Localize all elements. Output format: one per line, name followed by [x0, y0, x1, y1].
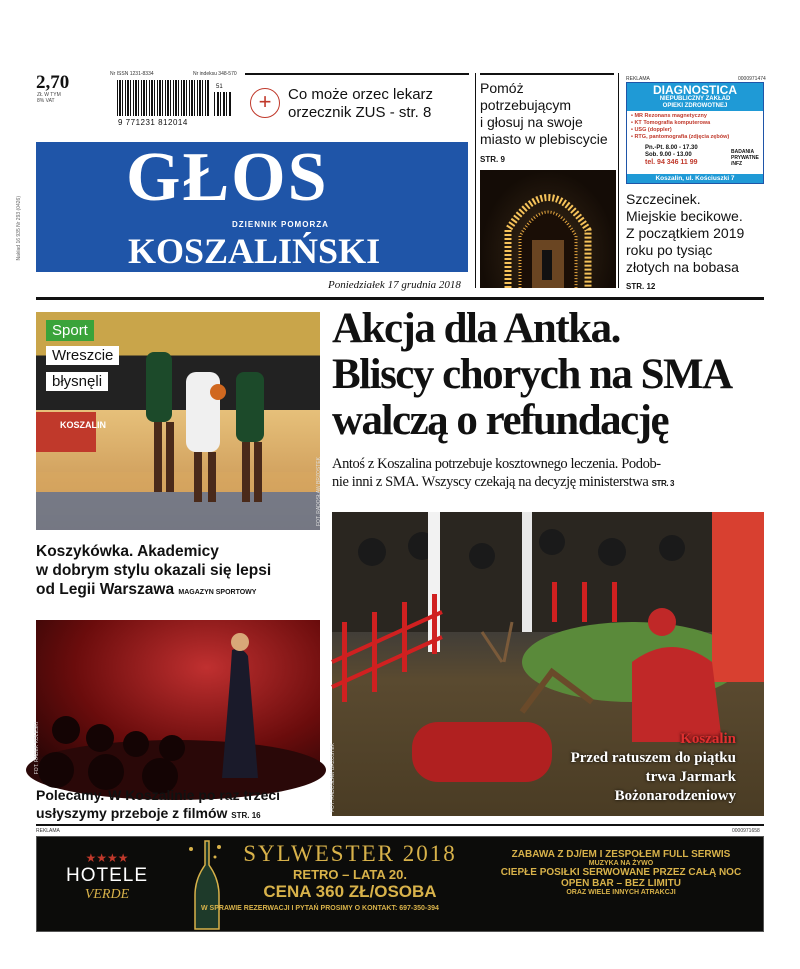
concert-scene	[36, 620, 320, 778]
logo-koszalinski: KOSZALIŃSKI	[128, 231, 381, 271]
contact-line: W SPRAWIE REZERWACJI I PYTAŃ PROSIMY O KONTAKT: 697-350-394	[201, 905, 439, 912]
plebiscite-line: Pomóż	[480, 80, 524, 96]
market-caption-line: trwa Jarmark	[645, 769, 736, 785]
ad-center	[225, 841, 475, 902]
logo-subtitle: DZIENNIK POMORZA	[232, 220, 329, 229]
main-lead-line	[332, 473, 772, 493]
magazine-ref: MAGAZYN SPORTOWY	[178, 589, 257, 596]
sport-tag[interactable]: Sport	[46, 320, 94, 341]
ad-feature: CIEPŁE POSIŁKI SERWOWANE PRZEZ CAŁĄ NOC	[500, 867, 742, 878]
concert-headline-line: Polecamy. W Koszalinie po raz trzeci	[36, 787, 281, 803]
concert-headline[interactable]	[36, 786, 326, 825]
diagnostica-address: Koszalin, ul. Kościuszki 7	[627, 174, 763, 183]
main-lead-text: nie inni z SMA. Wszyscy czekają na decyzję ministerstwa	[332, 474, 649, 490]
str-ref: STR. 16	[231, 811, 261, 820]
phone-number: tel. 94 346 11 99	[645, 159, 698, 166]
logo-glos: GŁOS	[126, 139, 329, 216]
ad-feature: ZABAWA Z DJ/EM I ZESPOŁEM FULL SERWIS	[511, 849, 731, 860]
column-rule	[475, 73, 476, 288]
opening-hours	[645, 145, 698, 166]
zus-teaser[interactable]	[288, 86, 433, 122]
hotel-name: HOTELE	[65, 865, 149, 886]
bottom-divider	[36, 824, 764, 826]
market-caption	[571, 730, 736, 806]
price-note: ZŁ W TYM 8% VAT	[37, 92, 61, 104]
becikowe-line: roku po tysiąc	[626, 242, 713, 258]
lights-tunnel-photo[interactable]	[480, 170, 616, 288]
circulation-note: Nakład 16 935 Nr 293 (0426)	[16, 196, 22, 261]
basketball-photo[interactable]	[36, 312, 320, 530]
sport-headline[interactable]	[36, 542, 326, 602]
main-headline-line: Bliscy chorych na SMA	[332, 351, 732, 398]
stars: ★★★★	[85, 851, 129, 865]
hours-weekdays: Pn.-Pt. 8.00 - 17.30	[645, 145, 698, 151]
barcode-digits: 9 771231 812014	[118, 118, 188, 127]
ad-feature: ORAZ WIELE INNYCH ATRAKCJI	[566, 889, 676, 896]
hotel-brand: VERDE	[84, 887, 130, 902]
barcode	[117, 80, 209, 116]
becikowe-teaser[interactable]	[626, 191, 766, 295]
service-item: • MR Rezonans magnetyczny	[631, 113, 707, 119]
index-number: Nr indeksu 348-570	[193, 71, 237, 77]
issue-date: Poniedziałek 17 grudnia 2018	[328, 279, 461, 291]
masthead-top-rule	[245, 73, 469, 75]
diagnostica-subtitle: NIEPUBLICZNY ZAKŁAD	[659, 96, 731, 102]
retro-line: RETRO – LATA 20.	[293, 867, 407, 882]
concert-headline-line	[36, 804, 326, 825]
main-lead	[332, 455, 772, 493]
photo-credit: FOT. RADOSŁAW BRZOSTEK	[330, 743, 336, 812]
sport-headline-text: od Legii Warszawa	[36, 581, 175, 598]
concert-photo[interactable]	[36, 620, 320, 778]
becikowe-line: Z początkiem 2019	[626, 225, 745, 241]
sport-headline-line: w dobrym stylu okazali się lepsi	[36, 562, 272, 579]
market-caption-line: Przed ratuszem do piątku	[570, 750, 736, 766]
market-caption-line: Bożonarodzeniowy	[614, 788, 736, 804]
plus-symbol: +	[258, 89, 272, 114]
sport-caption: Wreszcie	[46, 346, 119, 365]
plebiscite-line: miasto w plebiscycie	[480, 131, 608, 147]
main-lead-line: Antoś z Koszalina potrzebuje kosztownego leczenia. Podob-	[332, 456, 661, 472]
plebiscite-teaser[interactable]	[480, 80, 616, 168]
concert-headline-text: usłyszymy przeboje z filmów	[36, 805, 228, 821]
ad-feature: MUZYKA NA ŻYWO	[588, 860, 654, 867]
main-headline[interactable]	[332, 306, 772, 444]
plus-icon	[250, 88, 280, 118]
sylwester-title: SYLWESTER 2018	[243, 841, 457, 866]
diagnostica-ad[interactable]	[626, 82, 764, 184]
becikowe-line: Miejskie becikowe.	[626, 208, 743, 224]
photo-credit: FOT. RADOSŁAW BRZOSTEK	[316, 457, 322, 526]
column-top-rule	[480, 73, 614, 75]
price: 2,70	[36, 72, 70, 93]
diagnostica-header	[627, 83, 763, 111]
ad-feature: OPEN BAR – BEZ LIMITU	[560, 878, 681, 889]
christmas-market-photo[interactable]	[332, 512, 764, 816]
ticket-price: CENA 360 ZŁ/OSOBA	[263, 882, 437, 901]
logo-block	[36, 139, 468, 272]
barcode-addon	[214, 92, 232, 116]
ad-code: 0000971474	[738, 76, 766, 82]
zus-teaser-line: Co może orzec lekarz	[288, 86, 434, 103]
service-item: • USG (doppler)	[631, 127, 672, 133]
champagne-bottle-icon	[185, 839, 225, 931]
plebiscite-line: i głosuj na swoje	[480, 114, 583, 130]
private-badge: BADANIA PRYWATNE /NFZ	[731, 149, 759, 167]
barcode-issue: 51	[216, 84, 223, 90]
sylwester-ad[interactable]	[36, 836, 764, 932]
str-ref: STR. 12	[626, 282, 656, 291]
ad-right	[482, 849, 760, 896]
column-rule	[618, 73, 619, 288]
hotel-logo	[47, 851, 167, 903]
sport-caption: błysnęli	[46, 372, 108, 391]
ad-label: REKLAMA	[626, 76, 650, 82]
photo-credit: FOT. RADEK KOLESKI	[34, 721, 40, 774]
sport-headline-line	[36, 580, 326, 602]
section-divider	[36, 297, 764, 300]
becikowe-line: złotych na bobasa	[626, 259, 739, 275]
str-ref: STR. 9	[480, 155, 505, 164]
issn: Nr ISSN 1231-8334	[110, 71, 154, 77]
zus-teaser-line: orzecznik ZUS - str. 8	[288, 104, 432, 121]
ad-label: REKLAMA	[36, 828, 60, 834]
diagnostica-title: DIAGNOSTICA	[653, 83, 737, 97]
market-kicker: Koszalin	[680, 731, 736, 747]
service-item: • RTG, pantomografia (zdjęcia zębów)	[631, 134, 730, 140]
becikowe-line: Szczecinek.	[626, 191, 701, 207]
diagnostica-subtitle: OPIEKI ZDROWOTNEJ	[662, 103, 728, 109]
hours-saturday: Sob. 9.00 - 13.00	[645, 152, 692, 158]
ad-code: 0000971658	[732, 828, 760, 834]
sport-headline-line: Koszykówka. Akademicy	[36, 543, 219, 560]
main-headline-line: walczą o refundację	[332, 397, 669, 444]
plebiscite-line: potrzebującym	[480, 97, 572, 113]
diagnostica-services	[627, 111, 763, 143]
main-headline-line: Akcja dla Antka.	[332, 305, 620, 352]
banner-text: KOSZALIN	[60, 420, 106, 430]
str-ref: STR. 3	[651, 479, 675, 488]
service-item: • KT Tomografia komputerowa	[631, 120, 711, 126]
lights-tunnel-image	[480, 170, 616, 288]
